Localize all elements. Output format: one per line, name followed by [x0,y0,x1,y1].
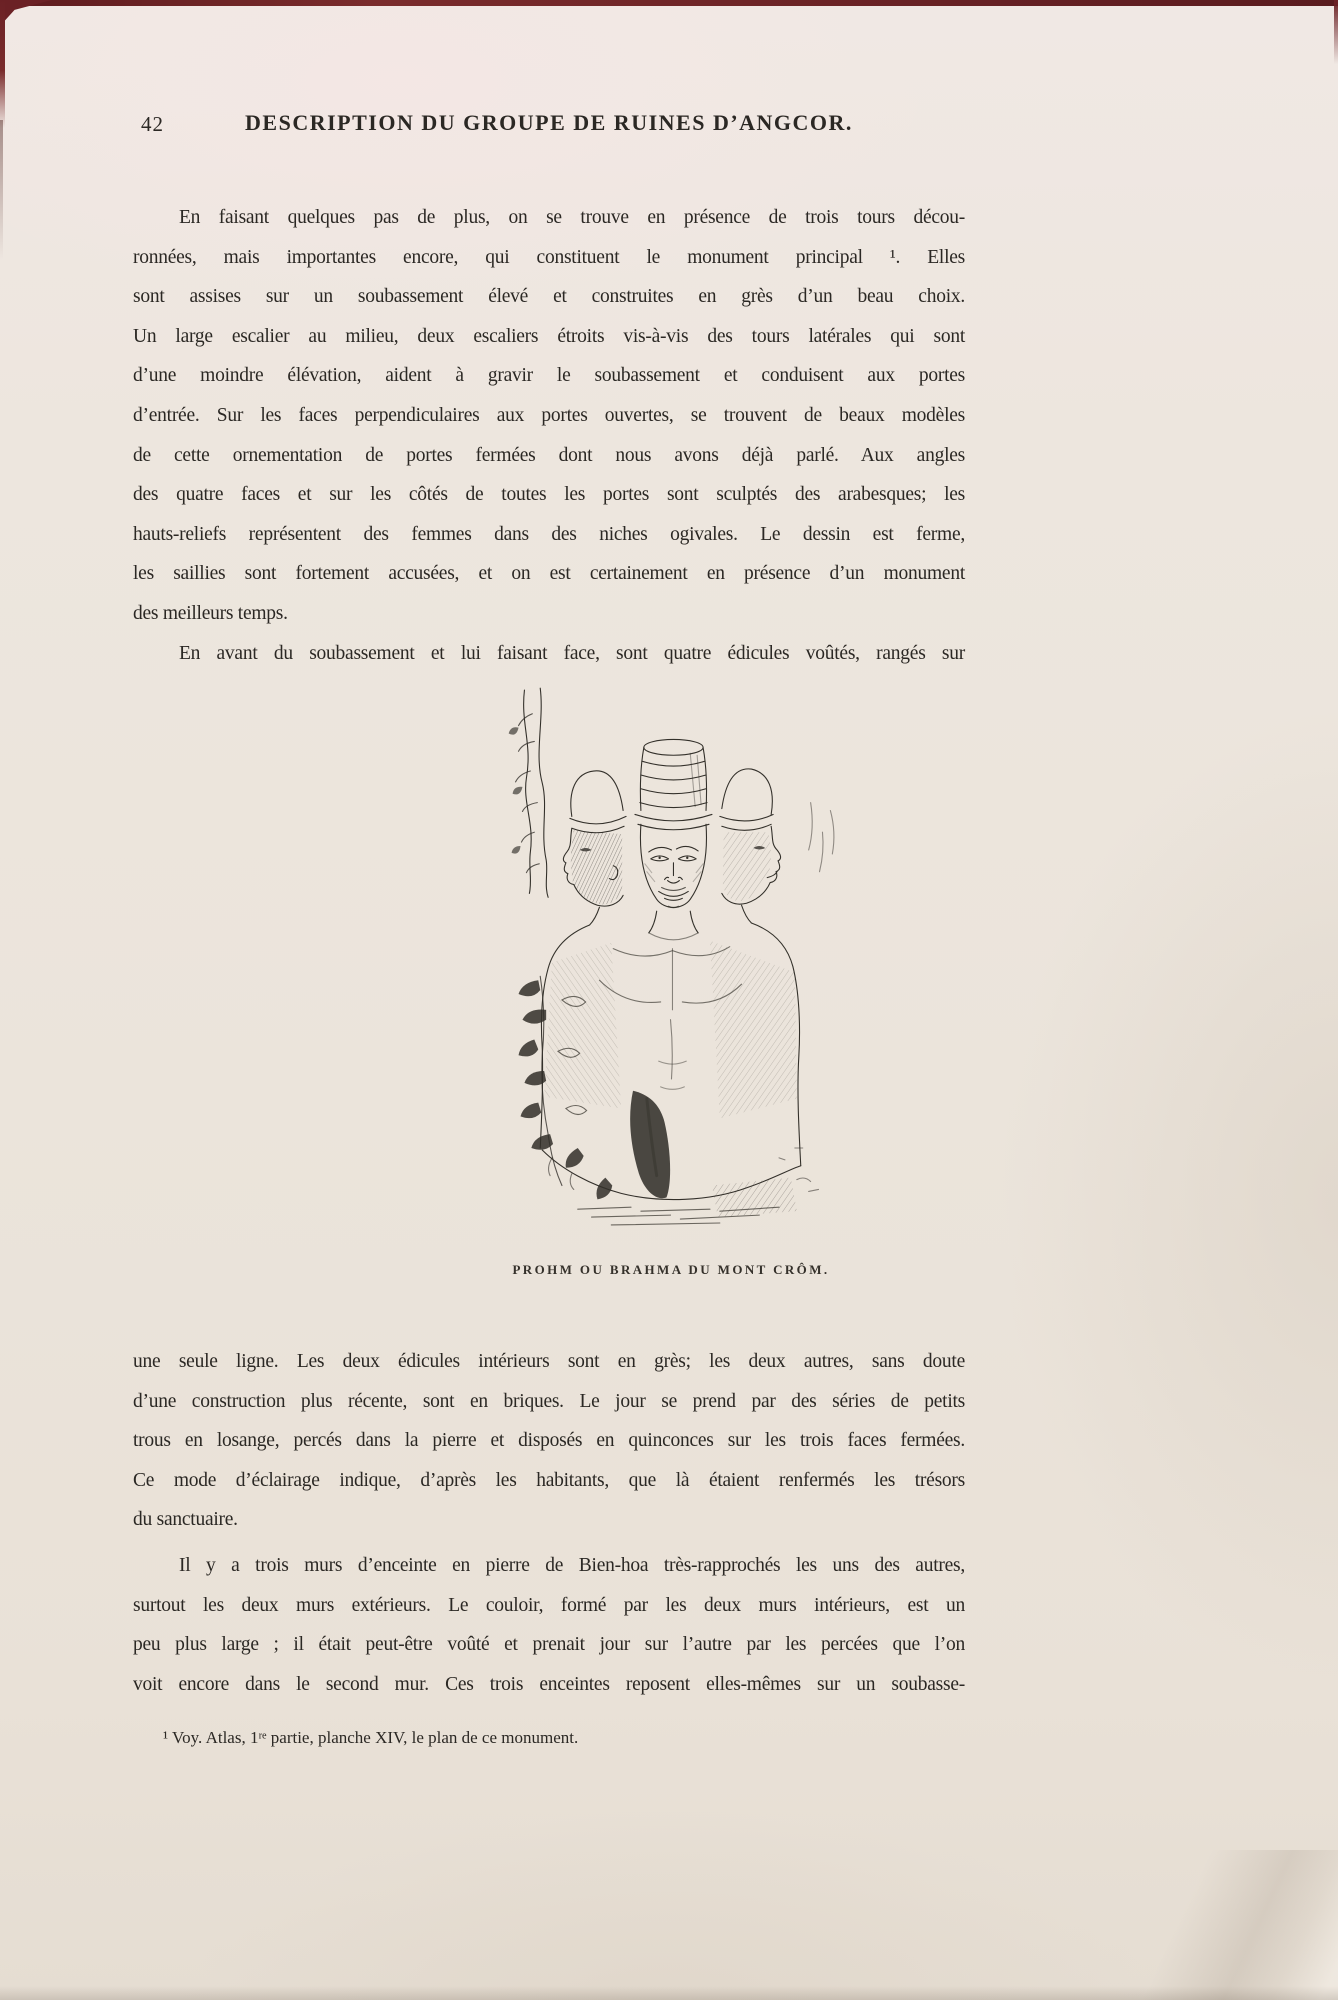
text-line: du sanctuaire. [133,1509,238,1531]
page-number: 42 [141,112,164,136]
binding-edge-left [0,0,5,128]
binding-edge-left-faint [0,120,3,260]
text-line: hauts-reliefs représentent des femmes dans des niches ogivales. Le dessin est ferme, [133,523,965,545]
text-line: d’entrée. Sur les faces perpendiculaires aux portes ouvertes, se trouvent de beaux modèles [133,404,965,426]
page-header [133,110,965,142]
binding-edge-top [0,0,1338,6]
text-line: trous en losange, percés dans la pierre et disposés en quinconces sur les trois faces fermées. [133,1430,965,1452]
page-bottom-shadow [0,1986,1338,2000]
text-line: Il y a trois murs d’enceinte en pierre de Bien-hoa très-rapprochés les uns des autres, [179,1555,965,1576]
text-line: sont assises sur un soubassement élevé et construites en grès d’un beau choix. [133,286,965,308]
text-line: Ce mode d’éclairage indique, d’après les habitants, que là étaient renfermés les trésors [133,1469,965,1491]
text-line: Un large escalier au milieu, deux escaliers étroits vis-à-vis des tours latérales qui sont [133,325,965,347]
text-line: ronnées, mais importantes encore, qui constituent le monument principal ¹. Elles [133,246,965,268]
brahma-three-headed-bust-engraving-svg [483,684,858,1237]
page-fold-shadow [998,1850,1338,2000]
text-line: de cette ornementation de portes fermées dont nous avons déjà parlé. Aux angles [133,444,965,466]
figure-caption: PROHM OU BRAHMA DU MONT CRÔM. [512,1262,830,1277]
footnote [133,1728,965,1748]
text-line: surtout les deux murs extérieurs. Le couloir, formé par les deux murs intérieurs, est un [133,1594,965,1616]
text-line: voit encore dans le second mur. Ces trois enceintes reposent elles-mêmes sur un soubasse- [133,1673,965,1695]
paragraph-1 [133,198,965,634]
text-line: En avant du soubassement et lui faisant face, sont quatre édicules voûtés, rangés sur [179,643,965,664]
text-line: d’une moindre élévation, aident à gravir le soubassement et conduisent aux portes [133,365,965,387]
text-line: d’une construction plus récente, sont en briques. Le jour se prend par des séries de petits [133,1390,965,1412]
running-title: DESCRIPTION DU GROUPE DE RUINES D’ANGCOR. [245,110,853,135]
text-line: En faisant quelques pas de plus, on se trouve en présence de trois tours décou- [179,207,965,228]
paragraph-2 [133,634,965,674]
paragraph-3 [133,1342,965,1540]
text-line: les saillies sont fortement accusées, et on est certainement en présence d’un monument [133,563,965,585]
footnote-text: ¹ Voy. Atlas, 1ʳᵉ partie, planche XIV, le plan de ce monument. [163,1728,579,1747]
binding-edge-top-right [1334,0,1338,64]
text-line: des meilleurs temps. [133,602,288,624]
figure-engraving [483,684,858,1237]
text-line: une seule ligne. Les deux édicules intérieurs sont en grès; les deux autres, sans doute [133,1351,965,1372]
text-line: peu plus large ; il était peut-être voûté et prenait jour sur l’autre par les percées que l’on [133,1634,965,1656]
text-line: des quatre faces et sur les côtés de toutes les portes sont sculptés des arabesques; les [133,484,965,506]
paragraph-4 [133,1546,965,1704]
